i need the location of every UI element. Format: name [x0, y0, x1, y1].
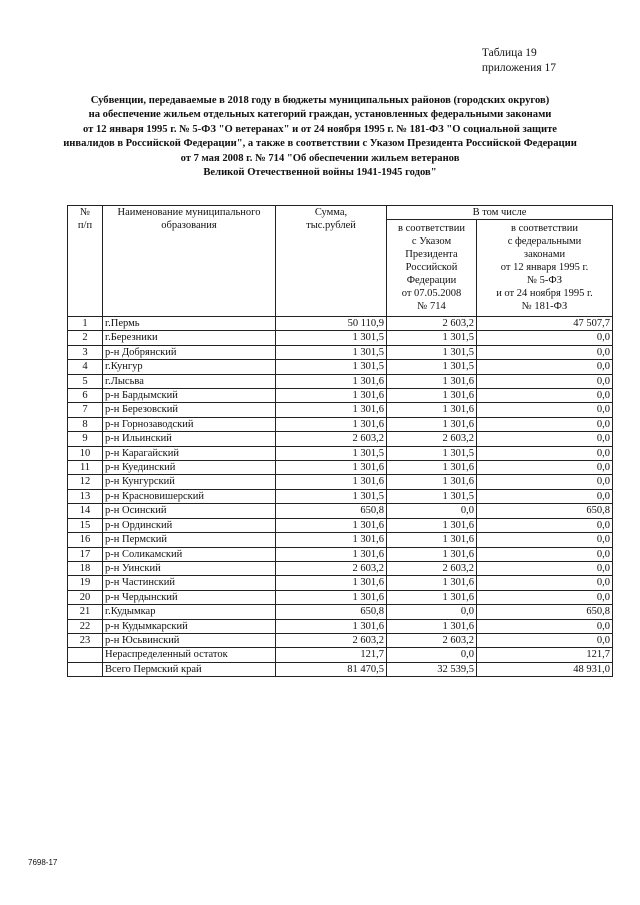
total-amount: 2 603,2 — [276, 633, 387, 647]
municipality-name: Всего Пермский край — [103, 662, 276, 676]
table-row — [68, 345, 613, 359]
row-number: 16 — [68, 533, 103, 547]
table-row — [68, 417, 613, 431]
laws-amount: 48 931,0 — [477, 662, 613, 676]
row-number: 11 — [68, 461, 103, 475]
col-header-number: № п/п — [68, 206, 103, 317]
document-code: 7698-17 — [28, 858, 58, 867]
laws-amount: 47 507,7 — [477, 317, 613, 331]
laws-amount: 650,8 — [477, 605, 613, 619]
laws-amount: 0,0 — [477, 389, 613, 403]
unallocated-row — [68, 648, 613, 662]
municipality-name: р-н Уинский — [103, 561, 276, 575]
table-row — [68, 576, 613, 590]
decree-amount: 0,0 — [387, 504, 477, 518]
total-amount: 1 301,6 — [276, 417, 387, 431]
table-row — [68, 403, 613, 417]
total-amount: 121,7 — [276, 648, 387, 662]
total-amount: 2 603,2 — [276, 561, 387, 575]
row-number: 2 — [68, 331, 103, 345]
laws-amount: 0,0 — [477, 417, 613, 431]
municipality-name: р-н Пермский — [103, 533, 276, 547]
laws-amount: 0,0 — [477, 576, 613, 590]
laws-amount: 0,0 — [477, 446, 613, 460]
municipality-name: р-н Соликамский — [103, 547, 276, 561]
total-amount: 1 301,6 — [276, 590, 387, 604]
col-header-including: В том числе — [387, 206, 613, 220]
table-row — [68, 504, 613, 518]
total-amount: 2 603,2 — [276, 432, 387, 446]
title-line: от 7 мая 2008 г. № 714 "Об обеспечении жильем ветеранов — [180, 152, 460, 164]
row-number: 8 — [68, 417, 103, 431]
total-amount: 650,8 — [276, 504, 387, 518]
municipality-name: р-н Юсьвинский — [103, 633, 276, 647]
row-number: 19 — [68, 576, 103, 590]
table-row — [68, 475, 613, 489]
decree-amount: 1 301,6 — [387, 547, 477, 561]
row-number: 10 — [68, 446, 103, 460]
decree-amount: 1 301,6 — [387, 461, 477, 475]
municipality-name: Нераспределенный остаток — [103, 648, 276, 662]
total-amount: 1 301,6 — [276, 533, 387, 547]
col-header-sum: Сумма, тыс.рублей — [276, 206, 387, 317]
table-row — [68, 389, 613, 403]
municipality-name: р-н Осинский — [103, 504, 276, 518]
laws-amount: 0,0 — [477, 345, 613, 359]
table-row — [68, 331, 613, 345]
table-row — [68, 561, 613, 575]
table-number: Таблица 19 — [481, 47, 537, 59]
decree-amount: 1 301,6 — [387, 475, 477, 489]
total-amount: 1 301,6 — [276, 518, 387, 532]
row-number: 21 — [68, 605, 103, 619]
title-line: Субвенции, передаваемые в 2018 году в бюджеты муниципальных районов (городских округов) — [90, 95, 550, 106]
laws-amount: 0,0 — [477, 633, 613, 647]
decree-amount: 32 539,5 — [387, 662, 477, 676]
row-number: 12 — [68, 475, 103, 489]
title-line: от 12 января 1995 г. № 5-ФЗ "О ветеранах" и от 24 ноября 1995 г. № 181-ФЗ "О социальной защите — [83, 123, 557, 135]
total-amount: 1 301,6 — [276, 475, 387, 489]
total-amount: 50 110,9 — [276, 317, 387, 331]
decree-amount: 1 301,6 — [387, 576, 477, 590]
laws-amount: 0,0 — [477, 489, 613, 503]
laws-amount: 0,0 — [477, 360, 613, 374]
title-line: Великой Отечественной войны 1941-1945 годов" — [203, 167, 437, 179]
table-row — [68, 533, 613, 547]
laws-amount: 0,0 — [477, 432, 613, 446]
decree-amount: 1 301,5 — [387, 446, 477, 460]
municipality-name: р-н Ильинский — [103, 432, 276, 446]
row-number: 7 — [68, 403, 103, 417]
total-amount: 1 301,5 — [276, 345, 387, 359]
municipality-name: г.Кунгур — [103, 360, 276, 374]
table-row — [68, 489, 613, 503]
municipality-name: р-н Куединский — [103, 461, 276, 475]
table-row — [68, 374, 613, 388]
table-row — [68, 518, 613, 532]
title-line: инвалидов в Российской Федерации", а также в соответствии с Указом Президента Российской Федерации — [63, 138, 577, 150]
decree-amount: 2 603,2 — [387, 432, 477, 446]
decree-amount: 1 301,5 — [387, 360, 477, 374]
municipality-name: г.Березники — [103, 331, 276, 345]
row-number: 3 — [68, 345, 103, 359]
laws-amount: 0,0 — [477, 475, 613, 489]
row-number: 23 — [68, 633, 103, 647]
decree-amount: 1 301,6 — [387, 619, 477, 633]
total-amount: 81 470,5 — [276, 662, 387, 676]
row-number: 20 — [68, 590, 103, 604]
table-row — [68, 461, 613, 475]
municipality-name: р-н Добрянский — [103, 345, 276, 359]
document-title — [60, 94, 580, 180]
row-number: 15 — [68, 518, 103, 532]
table-row — [68, 605, 613, 619]
row-number: 17 — [68, 547, 103, 561]
table-row — [68, 317, 613, 331]
decree-amount: 1 301,6 — [387, 417, 477, 431]
row-number — [68, 648, 103, 662]
decree-amount: 1 301,5 — [387, 331, 477, 345]
row-number: 18 — [68, 561, 103, 575]
decree-amount: 2 603,2 — [387, 561, 477, 575]
municipality-name: р-н Карагайский — [103, 446, 276, 460]
table-row — [68, 432, 613, 446]
laws-amount: 0,0 — [477, 331, 613, 345]
total-amount: 1 301,6 — [276, 403, 387, 417]
laws-amount: 121,7 — [477, 648, 613, 662]
total-amount: 1 301,5 — [276, 489, 387, 503]
total-amount: 1 301,5 — [276, 331, 387, 345]
decree-amount: 1 301,6 — [387, 518, 477, 532]
row-number: 9 — [68, 432, 103, 446]
row-number: 4 — [68, 360, 103, 374]
table-row — [68, 590, 613, 604]
row-number: 13 — [68, 489, 103, 503]
row-number: 22 — [68, 619, 103, 633]
row-number: 6 — [68, 389, 103, 403]
decree-amount: 1 301,6 — [387, 389, 477, 403]
laws-amount: 0,0 — [477, 403, 613, 417]
table-row — [68, 633, 613, 647]
municipality-name: р-н Кудымкарский — [103, 619, 276, 633]
municipality-name: р-н Березовский — [103, 403, 276, 417]
municipality-name: р-н Частинский — [103, 576, 276, 590]
total-amount: 1 301,6 — [276, 547, 387, 561]
col-header-decree: в соответствии с Указом Президента Российской Федерации от 07.05.2008 № 714 — [387, 220, 477, 317]
municipality-name: р-н Чердынский — [103, 590, 276, 604]
municipality-name: г.Лысьва — [103, 374, 276, 388]
total-amount: 1 301,6 — [276, 461, 387, 475]
municipality-name: р-н Бардымский — [103, 389, 276, 403]
total-amount: 1 301,6 — [276, 389, 387, 403]
decree-amount: 0,0 — [387, 605, 477, 619]
total-amount: 650,8 — [276, 605, 387, 619]
laws-amount: 0,0 — [477, 374, 613, 388]
col-header-federal-laws: в соответствии с федеральными законами от 12 января 1995 г. № 5-ФЗ и от 24 ноября 1995 г. № 181-ФЗ — [477, 220, 613, 317]
decree-amount: 2 603,2 — [387, 633, 477, 647]
municipality-name: р-н Красновишерский — [103, 489, 276, 503]
laws-amount: 0,0 — [477, 461, 613, 475]
table-row — [68, 619, 613, 633]
decree-amount: 1 301,5 — [387, 345, 477, 359]
decree-amount: 1 301,6 — [387, 374, 477, 388]
total-amount: 1 301,6 — [276, 374, 387, 388]
decree-amount: 0,0 — [387, 648, 477, 662]
decree-amount: 1 301,6 — [387, 533, 477, 547]
laws-amount: 0,0 — [477, 590, 613, 604]
row-number: 14 — [68, 504, 103, 518]
row-number: 1 — [68, 317, 103, 331]
col-header-name: Наименование муниципального образования — [103, 206, 276, 317]
laws-amount: 0,0 — [477, 619, 613, 633]
decree-amount: 1 301,6 — [387, 403, 477, 417]
total-amount: 1 301,6 — [276, 576, 387, 590]
laws-amount: 0,0 — [477, 547, 613, 561]
subsidy-table — [67, 205, 613, 677]
laws-amount: 0,0 — [477, 561, 613, 575]
decree-amount: 2 603,2 — [387, 317, 477, 331]
municipality-name: г.Кудымкар — [103, 605, 276, 619]
laws-amount: 0,0 — [477, 518, 613, 532]
table-row — [68, 360, 613, 374]
decree-amount: 1 301,6 — [387, 590, 477, 604]
row-number — [68, 662, 103, 676]
total-amount: 1 301,5 — [276, 446, 387, 460]
table-row — [68, 446, 613, 460]
decree-amount: 1 301,5 — [387, 489, 477, 503]
table-row — [68, 547, 613, 561]
laws-amount: 650,8 — [477, 504, 613, 518]
row-number: 5 — [68, 374, 103, 388]
laws-amount: 0,0 — [477, 533, 613, 547]
total-amount: 1 301,6 — [276, 619, 387, 633]
title-line: на обеспечение жильем отдельных категорий граждан, установленных федеральными законами — [88, 109, 552, 121]
total-row — [68, 662, 613, 676]
municipality-name: р-н Кунгурский — [103, 475, 276, 489]
municipality-name: г.Пермь — [103, 317, 276, 331]
municipality-name: р-н Горнозаводский — [103, 417, 276, 431]
table-reference — [482, 46, 556, 76]
total-amount: 1 301,5 — [276, 360, 387, 374]
municipality-name: р-н Ординский — [103, 518, 276, 532]
appendix-number: приложения 17 — [481, 62, 556, 74]
